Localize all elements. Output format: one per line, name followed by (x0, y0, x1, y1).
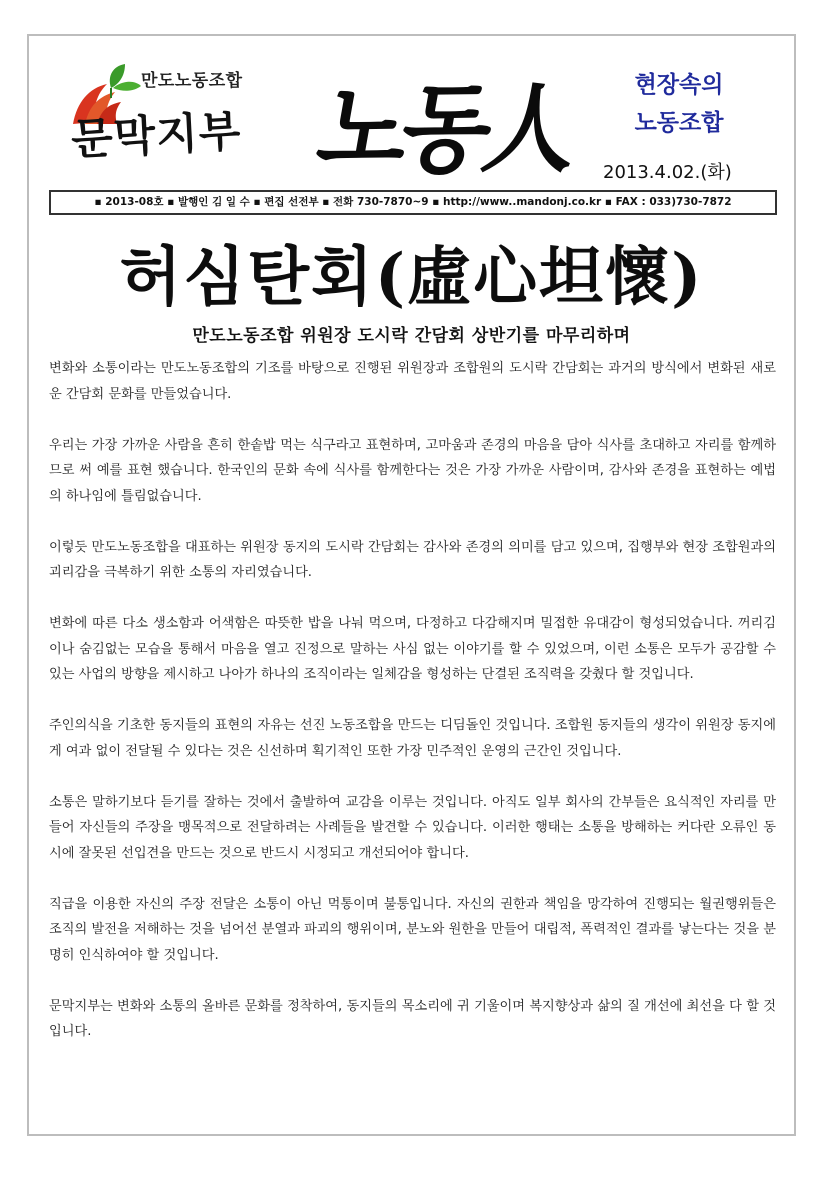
issue-date: 2013.4.02.(화) (603, 162, 732, 183)
masthead (309, 44, 582, 187)
side-title (594, 66, 764, 142)
logo-big-text: 문막지부 (69, 106, 243, 166)
publication-info-bar: ▪ 2013-08호 ▪ 발행인 김 일 수 ▪ 편집 선전부 ▪ 전화 730-7870~9 ▪ http://www..mandonj.co.kr ▪ FAX : 033)730-7872 (49, 190, 777, 215)
paragraph: 이렇듯 만도노동조합을 대표하는 위원장 동지의 도시락 간담회는 감사와 존경의 의미를 담고 있으며, 집행부와 현장 조합원과의 괴리감을 극복하기 위한 소통의 자리였습니다. (49, 539, 776, 580)
side-title-line1: 현장속의 (634, 72, 724, 98)
logo-small-text: 만도노동조합 (141, 71, 243, 91)
paragraph: 변화와 소통이라는 만도노동조합의 기조를 바탕으로 진행된 위원장과 조합원의 도시락 간담회는 과거의 방식에서 변화된 새로운 간담회 문화를 만들었습니다. (49, 361, 776, 402)
paragraph: 소통은 말하기보다 듣기를 잘하는 것에서 출발하여 교감을 이루는 것입니다. 아직도 일부 회사의 간부들은 요식적인 자리를 만들어 자신들의 주장을 맹목적으로 전달하려는 사례들을 발견할 수 있습니다. 이러한 행태는 소통을 방해하는 커다란 오류인 동시에 잘못된 선입견을 만드는 것으로 반드시 시정되고 개선되어야 합니다. (49, 794, 776, 861)
paragraph: 우리는 가장 가까운 사람을 흔히 한솥밥 먹는 식구라고 표현하며, 고마움과 존경의 마음을 담아 식사를 초대하고 자리를 함께하므로 써 예를 표현 했습니다. 한국인의 문화 속에 식사를 함께한다는 것은 가장 가까운 사람이며, 감사와 존경을 표현하는 예법의 하나임에 틀림없습니다. (49, 437, 776, 504)
article-body (49, 356, 776, 1070)
side-title-line2: 노동조합 (634, 110, 724, 136)
headline: 허심탄회(虛心坦懷) (119, 240, 704, 315)
page-frame (27, 34, 796, 1136)
paragraph: 문막지부는 변화와 소통의 올바른 문화를 정착하여, 동지들의 목소리에 귀 기울이며 복지향상과 삶의 질 개선에 최선을 다 할 것입니다. (49, 998, 776, 1039)
paragraph: 주인의식을 기초한 동지들의 표현의 자유는 선진 노동조합을 만드는 디딤돌인 것입니다. 조합원 동지들의 생각이 위원장 동지에게 여과 없이 전달될 수 있다는 것은 신선하며 획기적인 또한 가장 민주적인 운영의 근간인 것입니다. (49, 718, 776, 759)
paragraph: 변화에 따른 다소 생소함과 어색함은 따뜻한 밥을 나눠 먹으며, 다정하고 다감해지며 밀접한 유대감이 형성되었습니다. 꺼리김이나 숨김없는 모습을 통해서 마음을 열고 진정으로 말하는 사심 없는 이야기를 할 수 있었으며, 이런 소통은 모두가 공감할 수 있는 사업의 방향을 제시하고 나아가 하나의 조직이라는 일체감을 형성하는 단결된 조직력을 갖췄다 할 것입니다. (49, 616, 776, 682)
subtitle: 만도노동조합 위원장 도시락 간담회 상반기를 마무리하며 (192, 326, 631, 346)
paragraph: 직급을 이용한 자신의 주장 전달은 소통이 아닌 먹통이며 불통입니다. 자신의 권한과 책임을 망각하여 진행되는 월권행위들은 조직의 발전을 저해하는 것을 넘어선 분열과 파괴의 행위이며, 분노와 원한을 만들어 대립적, 폭력적인 결과를 낳는다는 것을 분명히 인식하여야 할 것입니다. (49, 896, 776, 963)
union-logo (67, 56, 257, 176)
masthead-title: 노동人 (309, 72, 582, 187)
